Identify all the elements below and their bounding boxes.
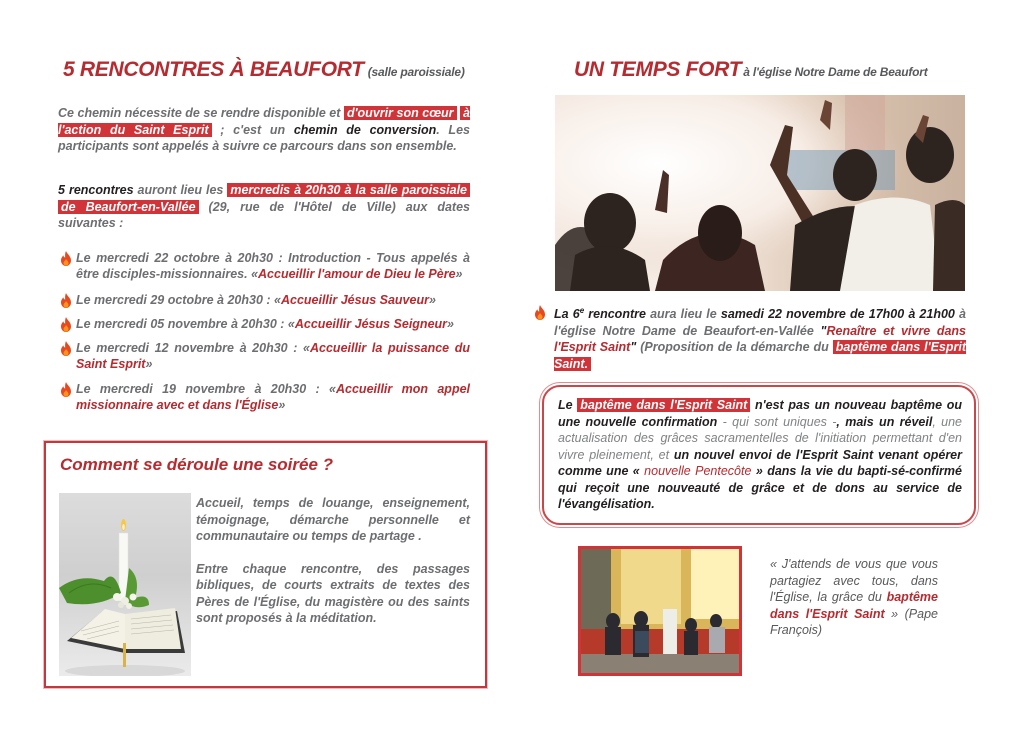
right-title: UN TEMPS FORT [574,58,742,81]
flame-icon [60,317,72,332]
definition-bold-1: n'est pas un nouveau baptême ou une nouvelle confirmation [558,398,962,429]
session-suffix: » [428,293,436,307]
session-prefix: Le mercredi [76,293,151,307]
intro-bold: chemin de conversion [293,122,437,137]
event-text-2: (Proposition de la démarche du [636,340,833,355]
flame-icon [60,293,72,308]
schedule-highlight-1: mercredis à 20h30 à la salle paroissiale [227,183,470,197]
session-prefix: Le mercredi [76,382,163,396]
event-bold-b: rencontre [584,307,646,322]
definition-le: Le [558,398,578,412]
event-paragraph [554,303,966,372]
event-location: à l'église Notre Dame de Beaufort-en-Vallée [554,307,966,338]
event-info [536,303,966,372]
schedule-text-2: (29, rue de l'Hôtel de Ville) aux dates suivantes : [58,199,470,230]
intro-text-2: ; c'est un [211,122,294,137]
event-theme: Renaître et vivre dans l'Esprit Saint [554,323,966,355]
session-theme: Accueillir Jésus Seigneur [294,317,448,331]
schedule-bold: 5 rencontres [58,183,134,197]
intro-text-3: . Les participants sont appelés à suivre ce parcours dans son ensemble. [58,122,470,153]
intro-highlight-1: d'ouvrir son cœur [344,106,457,120]
flame-icon [60,251,72,266]
right-title-sub: à l'église Notre Dame de Beaufort [743,65,928,79]
session-suffix: » [447,317,454,331]
event-sup: e [579,306,585,315]
session-item [58,292,470,308]
schedule-highlight-2: de Beaufort-en-Vallée [58,200,199,214]
quote-text: « J'attends de vous que vous partagiez avec tous, dans l'Église, la grâce du [770,557,938,604]
flame-icon [60,341,72,356]
session-time: à 20h30 : « [213,293,281,307]
session-item [58,340,470,372]
event-text: aura lieu le [645,307,721,322]
session-time: à 20h30 : Introduction - Tous appelés à être disciples-missionnaires. « [76,251,471,281]
definition-box [542,385,976,525]
church-illustration [581,549,739,673]
session-theme: Accueillir mon appel missionnaire avec et dans l'Église [76,382,470,412]
schedule-intro [58,182,470,232]
evening-para-2: Entre chaque rencontre, des passages bibliques, de courts extraits de textes des Pères de l'Église, du magistère ou des saints sont proposés à la méditation. [196,561,470,625]
event-bold: La 6 [554,307,580,322]
session-theme: Accueillir Jésus Sauveur [280,293,429,307]
evening-box-text [196,495,470,627]
session-item [58,316,470,332]
session-date: 19 novembre [162,382,246,396]
session-date: 22 octobre [154,251,220,265]
church-prayer-photo [578,546,742,676]
session-theme: Accueillir la puissance du Saint Esprit [76,341,471,371]
intro-highlight-2: à l'action du Saint Esprit [58,106,470,137]
definition-lite-1: - qui sont uniques - [717,414,837,429]
worship-illustration [555,95,965,291]
evening-box-title: Comment se déroule une soirée ? [60,455,334,474]
session-time: à 20h30 : « [233,341,310,355]
definition-bold-3: un nouvel envoi de l'Esprit Saint venant opérer comme une « [558,447,962,478]
pope-quote [770,556,938,639]
session-prefix: Le mercredi [76,317,151,331]
definition-highlight: baptême dans l'Esprit Saint [577,398,750,412]
session-date: 05 novembre [150,317,228,331]
evening-box [44,441,487,688]
definition-bold-2: , mais un réveil [836,414,933,429]
left-title: 5 RENCONTRES À BEAUFORT [63,58,364,81]
flame-icon [534,305,546,320]
session-time: à 20h30 : « [245,382,336,396]
candle-bible-illustration [59,493,191,676]
session-date: 29 octobre [150,293,214,307]
event-quote-open: " [820,323,827,338]
candle-bible-image [59,493,191,676]
session-suffix: » [455,267,463,281]
session-item [58,381,470,413]
session-date: 12 novembre [154,341,234,355]
session-time: à 20h30 : « [227,317,295,331]
event-highlight: baptême dans l'Esprit Saint. [554,340,967,371]
session-prefix: Le mercredi [76,251,155,265]
quote-attribution: » (Pape François) [770,606,938,637]
definition-lite-2: , une actualisation des grâces sacramentelles de l'initiation permettant d'en vivre pleinement, et [558,414,963,462]
session-suffix: » [145,357,153,371]
session-item [58,250,470,282]
event-quote-close: " [630,340,637,355]
event-date: samedi 22 novembre de 17h00 à 21h00 [720,307,955,322]
left-heading [63,58,465,82]
intro-paragraph [58,105,470,155]
right-heading [574,58,928,82]
worship-photo [555,95,965,291]
session-prefix: Le mercredi [76,341,155,355]
definition-red: nouvelle Pentecôte [644,464,752,478]
evening-para-1: Accueil, temps de louange, enseignement, témoignage, démarche personnelle et communautaire ou temps de partage . [196,496,470,543]
quote-bold: baptême dans l'Esprit Saint [770,590,938,621]
session-suffix: » [278,398,286,412]
definition-bold-4: » dans la vie du bapti-sé-confirmé qui reçoit une nouveauté de grâce et de dons au service de l'évangélisation. [558,464,962,511]
left-title-sub: (salle paroissiale) [367,65,465,79]
session-theme: Accueillir l'amour de Dieu le Père [258,267,456,281]
definition-paragraph [558,397,962,513]
flame-icon [60,382,72,397]
schedule-text: auront lieu les [133,183,228,197]
intro-text: Ce chemin nécessite de se rendre disponible et [58,106,344,120]
